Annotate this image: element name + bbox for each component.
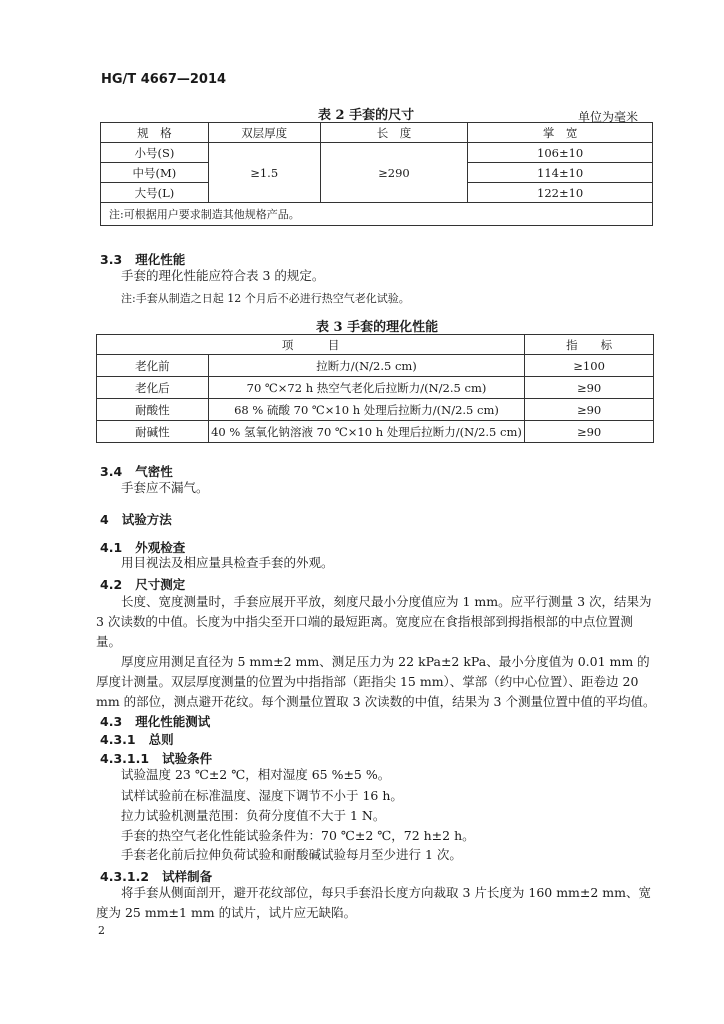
section-number: 4.1 [100, 540, 123, 555]
paragraph-line: 试验温度 23 ℃±2 ℃，相对湿度 65 %±5 %。 [121, 767, 391, 782]
table3-header-cell: 项 目 [97, 335, 525, 355]
section-number: 4.3.1.1 [100, 751, 150, 766]
table2-caption: 表 2 手套的尺寸 [318, 108, 415, 123]
table2-note: 注:可根据用户要求制造其他规格产品。 [101, 203, 653, 226]
paragraph: 手套应不漏气。 [121, 480, 209, 495]
item-desc-cell: 40 % 氢氧化钠溶液 70 ℃×10 h 处理后拉断力/(N/2.5 cm) [208, 421, 524, 443]
table3-header-row [97, 335, 654, 355]
paragraph: 长度、宽度测量时，手套应展开平放，刻度尺最小分度值应为 1 mm。应平行测量 3 次，结果为 3 次读数的中值。长度为中指尖至开口端的最短距离。宽度应在食指根部到拇指根部的中点位置测量。 [96, 594, 652, 649]
item-value-cell: ≥90 [525, 399, 654, 421]
section-number: 4.3.1.2 [100, 869, 150, 884]
section-title: 尺寸测定 [135, 577, 186, 592]
item-name-cell: 老化前 [97, 355, 209, 377]
table2-header-cell: 长 度 [320, 123, 468, 143]
section-title: 理化性能 [135, 252, 186, 267]
item-value-cell: ≥90 [525, 377, 654, 399]
section-heading [100, 712, 210, 730]
section-number: 4.3.1 [100, 732, 136, 747]
paragraph-line: 拉力试验机测量范围：负荷分度值不大于 1 N。 [121, 808, 386, 823]
paragraph-line: 手套的热空气老化性能试验条件为：70 ℃±2 ℃，72 h±2 h。 [121, 828, 475, 843]
table2-header-cell: 双层厚度 [208, 123, 320, 143]
section-title: 外观检查 [135, 540, 186, 555]
paragraph: 厚度应用测足直径为 5 mm±2 mm、测足压力为 22 kPa±2 kPa、最小分度值为 0.01 mm 的厚度计测量。双层厚度测量的位置为中指指部（距指尖 15 mm）、掌部（约中心位置）、距卷边 20 mm 的部位，测点避开花纹。每个测量位置取 3 次读数的中值，结果为 3 个测量位置中值的平均值。 [96, 654, 656, 709]
size-cell: 小号(S) [101, 143, 209, 163]
item-name-cell: 耐酸性 [97, 399, 209, 421]
section-heading [100, 730, 174, 748]
section-title: 试验方法 [121, 512, 172, 527]
section-title: 试验条件 [162, 751, 213, 766]
section-number: 4.2 [100, 577, 123, 592]
table-row [97, 421, 654, 443]
item-desc-cell: 70 ℃×72 h 热空气老化后拉断力/(N/2.5 cm) [208, 377, 524, 399]
section-title: 总则 [148, 732, 174, 747]
table2-header-row [101, 123, 653, 143]
table-row [97, 377, 654, 399]
section-number: 3.3 [100, 252, 123, 267]
table-row [97, 399, 654, 421]
section-number: 4.3 [100, 714, 123, 729]
table2-header-cell: 规 格 [101, 123, 209, 143]
table2-unit: 单位为毫米 [578, 110, 639, 124]
section-number: 4 [100, 512, 109, 527]
table-row [97, 355, 654, 377]
page-number: 2 [98, 924, 105, 937]
thickness-cell: ≥1.5 [208, 143, 320, 203]
table3-caption: 表 3 手套的理化性能 [316, 320, 439, 335]
table2-header-cell: 掌 宽 [468, 123, 653, 143]
table-row [101, 143, 653, 163]
width-cell: 122±10 [468, 183, 653, 203]
size-cell: 大号(L) [101, 183, 209, 203]
item-value-cell: ≥90 [525, 421, 654, 443]
table3 [96, 334, 654, 443]
paragraph: 将手套从侧面剖开，避开花纹部位，每只手套沿长度方向裁取 3 片长度为 160 mm±2 mm、宽度为 25 mm±1 mm 的试片，试片应无缺陷。 [96, 885, 652, 920]
length-cell: ≥290 [320, 143, 468, 203]
width-cell: 106±10 [468, 143, 653, 163]
width-cell: 114±10 [468, 163, 653, 183]
section-number: 3.4 [100, 464, 123, 479]
paragraph-line: 试样试验前在标准温度、湿度下调节不小于 16 h。 [121, 788, 403, 803]
table-row [101, 203, 653, 226]
paragraph: 用目视法及相应量具检查手套的外观。 [121, 555, 334, 570]
item-desc-cell: 拉断力/(N/2.5 cm) [208, 355, 524, 377]
section-title: 气密性 [135, 464, 173, 479]
paragraph: 手套的理化性能应符合表 3 的规定。 [121, 268, 325, 283]
standard-code: HG/T 4667—2014 [101, 72, 227, 87]
section-title: 试样制备 [162, 869, 213, 884]
item-value-cell: ≥100 [525, 355, 654, 377]
item-desc-cell: 68 % 硫酸 70 ℃×10 h 处理后拉断力/(N/2.5 cm) [208, 399, 524, 421]
section-heading [100, 510, 172, 528]
section-heading [100, 575, 185, 593]
section-title: 理化性能测试 [135, 714, 211, 729]
size-cell: 中号(M) [101, 163, 209, 183]
item-name-cell: 老化后 [97, 377, 209, 399]
paragraph-line: 手套老化前后拉伸负荷试验和耐酸碱试验每月至少进行 1 次。 [121, 847, 462, 862]
table2 [100, 122, 653, 226]
item-name-cell: 耐碱性 [97, 421, 209, 443]
note: 注:手套从制造之日起 12 个月后不必进行热空气老化试验。 [121, 292, 410, 305]
table3-header-cell: 指 标 [525, 335, 654, 355]
